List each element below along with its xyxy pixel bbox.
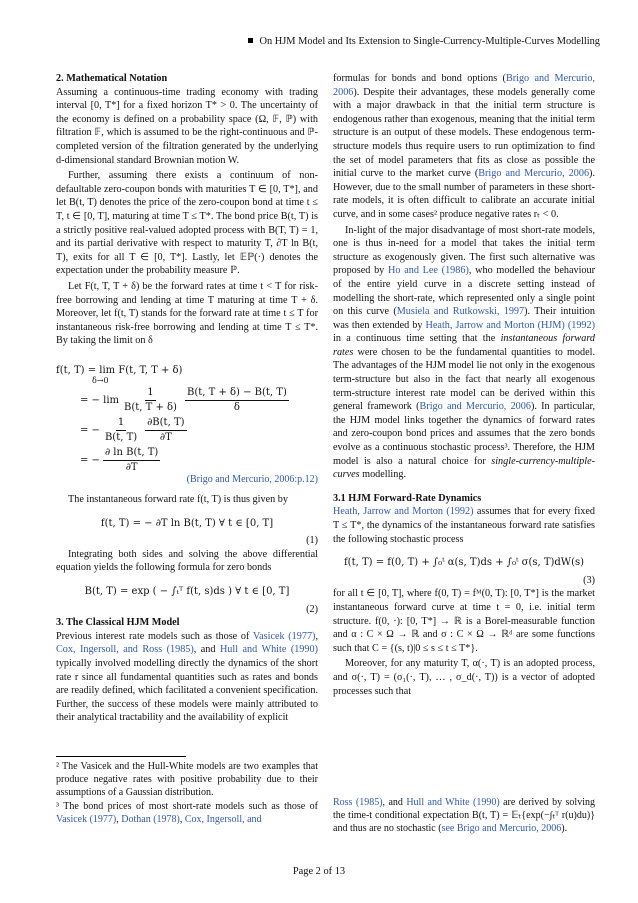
text-run: typically involved modelling directly the dynamics of the short rate r since all fundamental quantities such as rates and bonds are readily defined, which facilitated a convenient specification. Further, the success of these models were mainly attributed to their analytical tractability and the availability of explicit [56,658,318,724]
equation-1 [56,517,318,531]
citation-link[interactable]: see Brigo and Mercurio, 2006 [441,822,562,834]
paragraph [333,505,595,546]
numerator: ∂B(t, T) [145,416,186,431]
citation-link[interactable]: Brigo and Mercurio, 2006 [419,401,531,413]
equation-text: f(t, T) = − ∂T ln B(t, T) ∀ t ∈ [0, T] [100,517,274,529]
equation-2 [56,585,318,599]
equation-line [56,387,318,413]
equation-number: (3) [583,574,595,586]
numerator: ∂ ln B(t, T) [103,446,160,461]
fraction [185,386,289,414]
section-3-title: 3. The Classical HJM Model [56,617,180,629]
text-run: ). Their intuition was then extended by [333,306,595,331]
text-run: , who modelled the behaviour of the entire yield curve in a discrete setting instead of modelling the short-rate, which represented only a single point on this curve ( [333,265,595,318]
citation-link[interactable]: Cox, Ingersoll, and Ross (1985) [56,644,194,656]
text-run: modelling. [359,469,406,481]
section-3-1-title: 3.1 HJM Forward-Rate Dynamics [333,492,482,504]
equation-number: (2) [306,603,318,615]
denominator: ∂T [125,461,138,473]
citation-link[interactable]: Brigo and Mercurio, 2006 [478,168,590,180]
paragraph: Let F(t, T, T + δ) be the forward rates at time t < T for risk-free borrowing and lending at time T maturing at time T + δ. Moreover, let f(t, T) stands for the forward rate at time t ≤ T for instantaneous risk-free borrowing and lending at time T ≤ T*. By taking the limit on δ [56,280,318,347]
citation-link[interactable]: Vasicek (1977) [56,814,117,826]
equation-text: = − lim [80,394,119,406]
footnote-3-continued [333,797,595,835]
paragraph: Assuming a continuous-time trading economy with trading interval [0, T*] for a fixed horizon T* > 0. The uncertainty of the economy is defined on a probability space (Ω, 𝔽, ℙ) with filtration 𝔽, which is assumed to be the right-continuous and ℙ-completed version of the filtration generated by the underlying d-dimensional standard Brownian motion W. [56,86,318,166]
denominator: B(t, T) [104,431,138,443]
footnotes [56,756,318,829]
text-run: , [116,814,122,826]
fraction [103,446,160,474]
equation-line [56,417,318,443]
equation-text: = − [80,424,100,436]
denominator: ∂T [159,431,172,443]
footnote-divider [56,756,186,757]
numerator: B(t, T + δ) − B(t, T) [185,386,289,401]
paragraph: Moreover, for any maturity T, α(·, T) is an adopted process, and σ(·, T) = (σ₁(·, T), … , σ_d(·, T)) is a vector of adopted processes such that [333,658,595,697]
paragraph: Integrating both sides and solving the above differential equation yields the following formula for zero bonds [56,548,318,574]
left-column [56,72,318,727]
fraction [103,416,139,444]
fraction [122,386,179,414]
text-run: In-light of the major disadvantage of most short-rate models, one is thus in-need for a model that takes the initial term structure as exogenously given. The first such alternative was proposed by [333,224,595,277]
denominator: δ [233,401,240,413]
denominator: B(t, T + δ) [124,401,177,413]
paragraph [333,72,595,222]
citation-link[interactable]: Cox, Ingersoll, and [184,814,262,826]
paragraph: Further, assuming there exists a continuum of non-defaultable zero-coupon bonds with maturities T ∈ [0, T*], and let B(t, T) denotes the price of the zero-coupon bond at time t ≤ T, t ∈ [0, T], maturing at time T ≤ T*. The bond price B(t, T) is a strictly positive real-valued adopted process with B(T, T) = 1, and its partial derivative with respect to maturity T, ∂T ln B(t, T), exits for all T ∈ [0, T*]. Lastly, let 𝔼ℙ(·) denotes the expectation under the probability measure ℙ. [56,170,318,277]
fraction [145,416,186,444]
footnote-3 [56,801,318,827]
citation-link[interactable]: Ross (1985) [333,797,383,808]
equation-3 [333,556,595,570]
equation-line [56,447,318,473]
citation-link[interactable]: Hull and White (1990) [219,644,318,656]
text-run: ). In particular, the HJM model links together the dynamics of forward rates and zero-coupon bond prices and assumes that the zero bonds evolve as a continuous stochastic process³. Therefore, the HJM model is also a natural choice for [333,401,596,467]
footnote-2: ² The Vasicek and the Hull-White models are two examples that produce negative rates with positive probability due to their assumptions of a Gaussian distribution. [56,761,318,798]
equation-number: (1) [306,535,318,547]
paragraph [333,224,595,482]
text-run: ). [561,822,568,834]
running-title: On HJM Model and Its Extension to Single-Currency-Multiple-Curves Modelling [259,36,600,47]
citation-link[interactable]: Musiela and Rutkowski, 1997 [396,306,525,318]
text-run: were chosen to be the fundamental quantities to model. The advantages of the HJM model lie not only in the exogenous term-structure but also in the fact that nearly all exogenous term-structure interest rate model can be derived within this general framework ( [333,346,595,413]
citation-link[interactable]: (Brigo and Mercurio, 2006:p.12) [186,474,318,486]
citation-link[interactable]: Hull and White (1990) [406,797,500,808]
right-column [333,72,595,700]
equation-text: f(t, T) = f(0, T) + ∫₀ᵗ α(s, T)ds + ∫₀ᵗ σ(s, T)dW(s) [343,557,585,569]
text-run: Previous interest rate models such as those of [56,630,253,642]
text-run: , [179,814,185,826]
text-run: , [315,630,318,642]
paragraph: for all t ∈ [0, T], where f(0, T) = fᴹ(0, T): [0, T*] is the market instantaneous forward curve at time t = 0, i.e. initial term structure. f(0, ·): [0, T*] → ℝ is a Borel-measurable function and α : C × Ω → ℝ and σ : C × Ω → ℝᵈ are some functions such that C = {(s, t)|0 ≤ s ≤ t ≤ T*}. [333,588,595,654]
citation-link[interactable]: Brigo and Mercurio, 2006 [333,73,595,98]
text-run: instantaneous forward rates [333,333,595,358]
forward-rate-derivation [56,358,318,487]
text-run: ). However, due to the small number of parameters in these short-rate models, it is often difficult to calibrate an accurate initial curve, and in some cases² produce negative rates rₜ < 0. [333,168,595,220]
text-run: are derived by solving the time-t conditional expectation B(t, T) = 𝔼ₜ{exp(−∫ₜᵀ r(u)du)} and thus are no stochastic ( [333,797,595,834]
text-run: in a continuous time setting that the [333,333,501,345]
bullet-icon [248,38,253,43]
text-run: , and [193,644,220,656]
citation-link[interactable]: Dothan (1978) [121,814,180,826]
text-run: formulas for bonds and bond options ( [333,73,506,84]
equation-text: f(t, T) = lim F(t, T, T + δ) [56,365,183,377]
citation-link[interactable]: Ho and Lee (1986) [388,265,469,277]
citation-link[interactable]: Vasicek (1977) [252,630,316,642]
running-header [0,36,600,47]
numerator: 1 [145,386,155,401]
numerator: 1 [116,416,126,431]
paragraph [56,630,318,725]
page-number: Page 2 of 13 [292,866,346,877]
equation-text: B(t, T) = exp ( − ∫ₜᵀ f(t, s)ds ) ∀ t ∈ [0, T] [84,586,290,598]
text-run: assumes that for every fixed T ≤ T*, the dynamics of the instantaneous forward rate satisfies the following stochastic process [333,506,595,545]
section-2-title: 2. Mathematical Notation [56,73,168,84]
citation-link[interactable]: Heath, Jarrow and Morton (HJM) (1992) [425,319,595,331]
citation-link[interactable]: Heath, Jarrow and Morton (1992) [333,506,474,518]
paragraph: The instantaneous forward rate f(t, T) is thus given by [68,494,288,506]
limit-subscript: δ→0 [92,375,109,385]
text-run: , and [382,797,407,808]
text-run: ). Despite their advantages, these models generally come with a major drawback in that the initial term structure is endogenous rather than exogenous, meaning that the initial term structure is an output of these models. These endogenous term-structure models thus require users to run optimization to find the set of model parameters that fits as close as possible the initial curve to the market curve ( [333,86,595,180]
text-run: ³ The bond prices of most short-rate models such as those of [56,801,318,813]
equation-text: = − [80,454,100,466]
text-run: single-currency-multiple-curves [333,455,595,481]
